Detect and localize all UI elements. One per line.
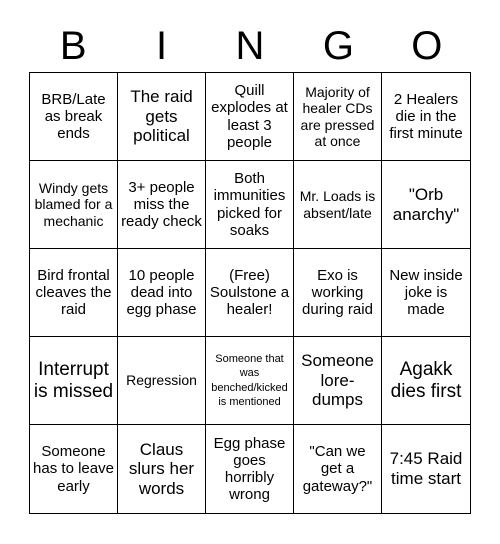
bingo-cell-text: Agakk dies first	[390, 358, 462, 402]
bingo-cell-text: BRB/Late as break ends	[41, 90, 106, 143]
bingo-cell-text: Egg phase goes horribly wrong	[213, 434, 286, 504]
bingo-cell-r3-c1[interactable]	[30, 249, 118, 337]
bingo-cell-text: (Free) Soulstone a healer!	[209, 266, 290, 319]
bingo-cell-r5-c4[interactable]	[294, 425, 382, 513]
bingo-cell-text: Someone has to leave early	[33, 443, 114, 495]
bingo-cell-r4-c3[interactable]	[206, 337, 294, 425]
bingo-cell-r1-c4[interactable]	[294, 73, 382, 161]
bingo-cell-text: Quill explodes at least 3 people	[211, 82, 288, 151]
bingo-cell-r4-c5[interactable]	[382, 337, 470, 425]
bingo-cell-r5-c5[interactable]	[382, 425, 470, 513]
bingo-cell-r2-c3[interactable]	[206, 161, 294, 249]
bingo-cell-text: Regression	[126, 372, 197, 389]
bingo-header	[29, 20, 471, 72]
bingo-cell-r3-c5[interactable]	[382, 249, 470, 337]
bingo-cell-r5-c2[interactable]	[118, 425, 206, 513]
bingo-cell-text: Both immunities picked for soaks	[213, 170, 286, 239]
bingo-cell-text: 7:45 Raid time start	[389, 449, 463, 488]
bingo-cell-text: "Orb anarchy"	[392, 184, 460, 224]
bingo-cell-r2-c1[interactable]	[30, 161, 118, 249]
bingo-cell-r1-c2[interactable]	[118, 73, 206, 161]
bingo-cell-text: The raid gets political	[130, 87, 193, 146]
bingo-cell-text: 2 Healers die in the first minute	[389, 90, 463, 143]
header-letter-g: G	[322, 24, 354, 68]
bingo-cell-r4-c1[interactable]	[30, 337, 118, 425]
bingo-cell-r4-c4[interactable]	[294, 337, 382, 425]
bingo-cell-r2-c4[interactable]	[294, 161, 382, 249]
bingo-cell-text: Mr. Loads is absent/late	[299, 188, 376, 221]
bingo-cell-text: Someone lore-dumps	[301, 351, 374, 410]
bingo-cell-r1-c1[interactable]	[30, 73, 118, 161]
bingo-cell-r3-c4[interactable]	[294, 249, 382, 337]
bingo-cell-text: Claus slurs her words	[128, 439, 195, 498]
bingo-cell-text: Exo is working during raid	[302, 266, 373, 319]
bingo-board	[29, 72, 471, 514]
header-letter-b: B	[59, 24, 87, 68]
bingo-cell-text: Someone that was benched/kicked is mentioned	[211, 352, 288, 408]
bingo-cell-text: Interrupt is missed	[33, 358, 114, 402]
bingo-cell-text: "Can we get a gateway?"	[302, 443, 373, 495]
bingo-cell-r2-c2[interactable]	[118, 161, 206, 249]
bingo-cell-r1-c5[interactable]	[382, 73, 470, 161]
bingo-cell-r3-c3[interactable]	[206, 249, 294, 337]
bingo-cell-text: New inside joke is made	[389, 266, 463, 319]
header-letter-n: N	[235, 24, 265, 68]
bingo-cell-r5-c1[interactable]	[30, 425, 118, 513]
bingo-cell-text: Windy gets blamed for a mechanic	[34, 180, 113, 229]
bingo-cell-r5-c3[interactable]	[206, 425, 294, 513]
header-letter-o: O	[411, 24, 443, 68]
bingo-cell-r4-c2[interactable]	[118, 337, 206, 425]
bingo-cell-r3-c2[interactable]	[118, 249, 206, 337]
bingo-cell-text: Majority of healer CDs are pressed at once	[300, 84, 375, 149]
header-letter-i: I	[156, 24, 168, 68]
bingo-cell-r2-c5[interactable]	[382, 161, 470, 249]
bingo-cell-r1-c3[interactable]	[206, 73, 294, 161]
bingo-cell-text: Bird frontal cleaves the raid	[35, 266, 112, 319]
bingo-cell-text: 3+ people miss the ready check	[121, 178, 202, 231]
bingo-cell-text: 10 people dead into egg phase	[126, 266, 197, 319]
